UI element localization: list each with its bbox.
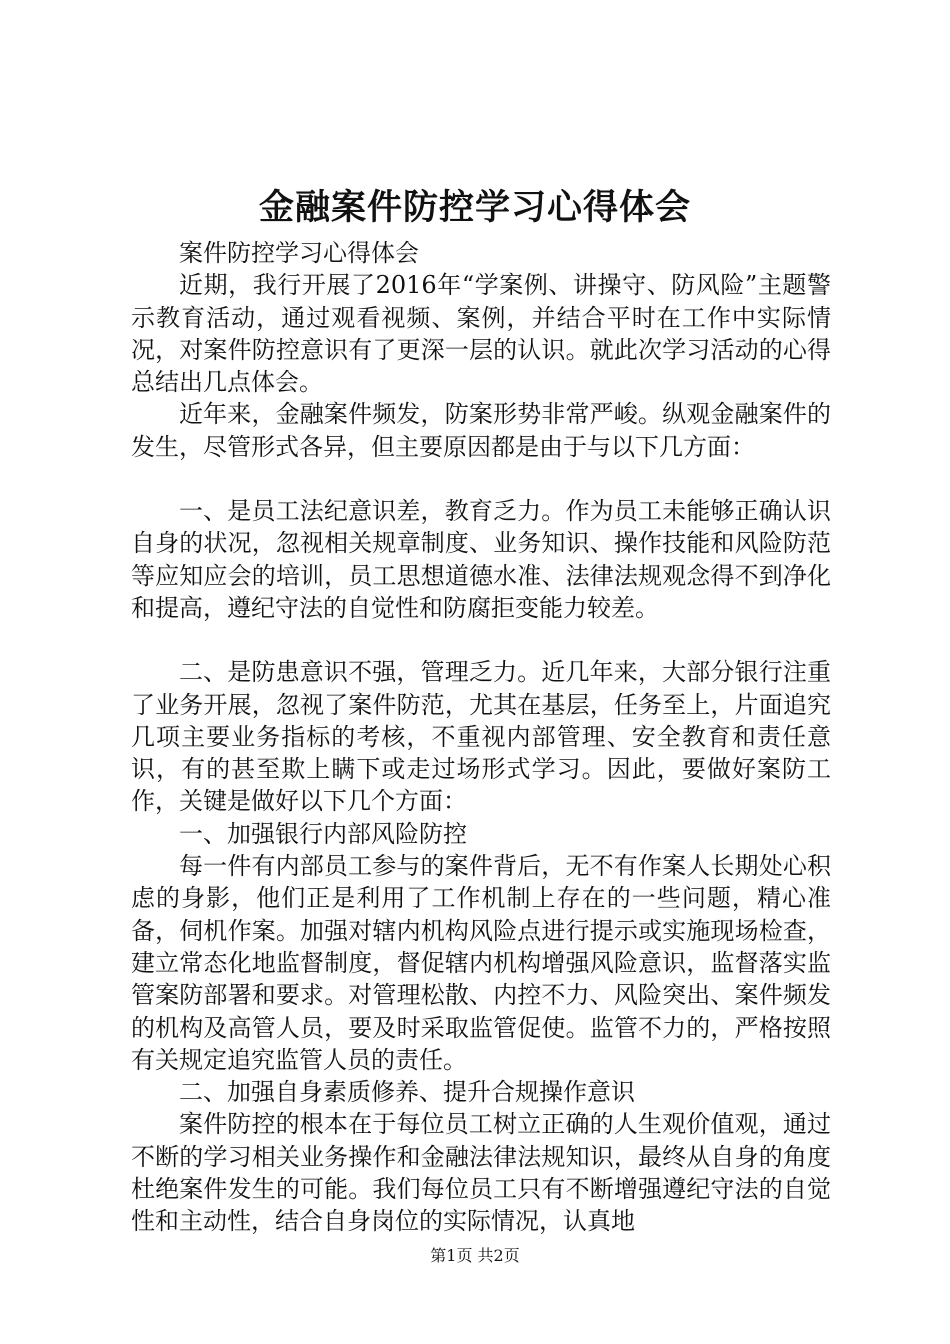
paragraph-gap [131,624,831,656]
paragraph-reason-1: 一、是员工法纪意识差，教育乏力。作为员工未能够正确认识自身的状况，忽视相关规章制度、业务知识、操作技能和风险防范等应知应会的培训，员工思想道德水准、法律法规观念得不到净化和提高，遵纪守法的自觉性和防腐拒变能力较差。 [131,497,831,622]
page-footer: 第1页 共2页 [430,1246,520,1265]
section-heading-1: 一、加强银行内部风险防控 [179,819,467,848]
paragraph-section-1: 每一件有内部员工参与的案件背后，无不有作案人长期处心积虑的身影，他们正是利用了工作机制上存在的一些问题，精心准备，伺机作案。加强对辖内机构风险点进行提示或实施现场检查，建立常态化地监督制度，督促辖内机构增强风险意识，监督落实监管案防部署和要求。对管理松散、内控不力、风险突出、案件频发的机构及高管人员，要及时采取监管促使。监管不力的，严格按照有关规定追究监管人员的责任。 [131,852,831,1074]
paragraph-reason-2: 二、是防患意识不强，管理乏力。近几年来，大部分银行注重了业务开展，忽视了案件防范，尤其在基层，任务至上，片面追究几项主要业务指标的考核，不重视内部管理、安全教育和责任意识，有的甚至欺上瞒下或走过场形式学习。因此，要做好案防工作，关键是做好以下几个方面： [131,658,831,816]
document-title: 金融案件防控学习心得体会 [258,187,691,228]
paragraph-section-2: 案件防控的根本在于每位员工树立正确的人生观价值观，通过不断的学习相关业务操作和金融法律法规知识，最终从自身的角度杜绝案件发生的可能。我们每位员工只有不断增强遵纪守法的自觉性和主动性，结合自身岗位的实际情况，认真地 [131,1110,831,1236]
section-heading-2: 二、加强自身素质修养、提升合规操作意识 [179,1078,635,1107]
paragraph-intro: 近期，我行开展了2016年“学案例、讲操守、防风险”主题警示教育活动，通过观看视频、案例，并结合平时在工作中实际情况，对案件防控意识有了更深一层的认识。就此次学习活动的心得总结出几点体会。 [131,271,831,397]
document-body [131,237,831,1238]
paragraph-subtitle: 案件防控学习心得体会 [179,239,419,267]
paragraph-background: 近年来，金融案件频发，防案形势非常严峻。纵观金融案件的发生，尽管形式各异，但主要原因都是由于与以下几方面： [131,400,831,461]
paragraph-gap [131,463,831,495]
